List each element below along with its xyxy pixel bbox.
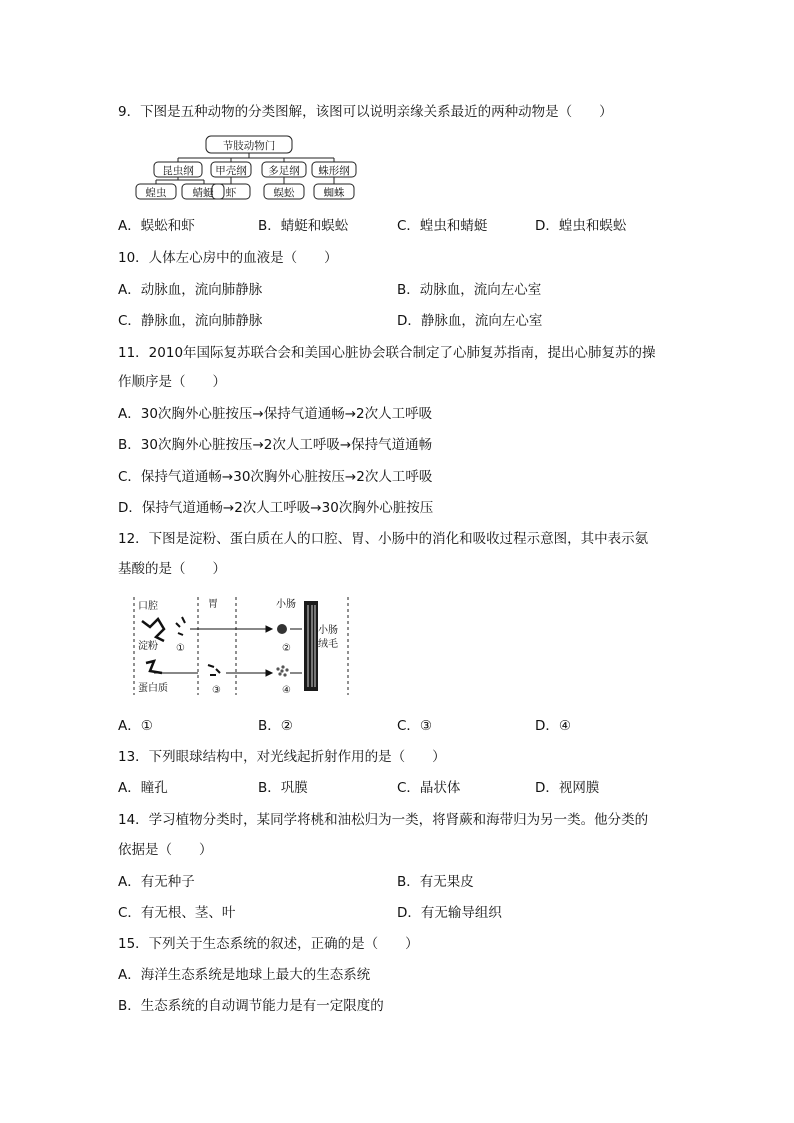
q13-stem: 13．下列眼球结构中，对光线起折射作用的是（ ） <box>118 749 446 765</box>
q13-option-c[interactable]: C．晶状体 <box>397 780 461 796</box>
q14-option-d[interactable]: D．有无输导组织 <box>397 905 502 921</box>
tree-species-label: 蜈蚣 <box>273 187 295 199</box>
q14-stem-line1: 14．学习植物分类时，某同学将桃和油松归为一类，将肾蕨和海带归为另一类。他分类的 <box>118 812 649 828</box>
q14-option-a[interactable]: A．有无种子 <box>118 874 195 890</box>
q11-option-a[interactable]: A．30次胸外心脏按压→保持气道通畅→2次人工呼吸 <box>118 406 433 422</box>
q9-option-d[interactable]: D．蝗虫和蜈蚣 <box>535 218 627 234</box>
marker-2: ② <box>282 643 291 654</box>
q12-option-d[interactable]: D．④ <box>535 718 571 734</box>
tree-species-label: 虾 <box>225 187 237 199</box>
q15-stem: 15．下列关于生态系统的叙述，正确的是（ ） <box>118 936 419 952</box>
q12-option-b[interactable]: B．② <box>258 718 293 734</box>
protein-label: 蛋白质 <box>138 683 168 694</box>
q15-option-a[interactable]: A．海洋生态系统是地球上最大的生态系统 <box>118 967 371 983</box>
marker-1: ① <box>176 643 185 654</box>
tree-class-label: 昆虫纲 <box>162 165 194 177</box>
q10-stem: 10．人体左心房中的血液是（ ） <box>118 250 338 266</box>
q14-stem-line2: 依据是（ ） <box>118 842 213 858</box>
tree-class-label: 甲壳纲 <box>215 165 247 177</box>
villus-label-2: 绒毛 <box>318 639 338 650</box>
tree-species-label: 蝗虫 <box>145 187 167 199</box>
q9-option-c[interactable]: C．蝗虫和蜻蜓 <box>397 218 488 234</box>
q10-option-a[interactable]: A．动脉血，流向肺静脉 <box>118 282 263 298</box>
q9-option-a[interactable]: A．蜈蚣和虾 <box>118 218 195 234</box>
villus-label-1: 小肠 <box>318 625 338 636</box>
tree-root-label: 节肢动物门 <box>222 140 276 152</box>
q11-stem-line2: 作顺序是（ ） <box>118 374 226 390</box>
q11-option-b[interactable]: B．30次胸外心脏按压→2次人工呼吸→保持气道通畅 <box>118 437 433 453</box>
q13-option-a[interactable]: A．瞳孔 <box>118 780 168 796</box>
q14-option-c[interactable]: C．有无根、茎、叶 <box>118 905 236 921</box>
stomach-label: 胃 <box>208 599 218 610</box>
starch-label: 淀粉 <box>138 641 158 652</box>
q9-stem: 9．下图是五种动物的分类图解，该图可以说明亲缘关系最近的两种动物是（ ） <box>118 104 613 120</box>
q12-stem-line1: 12．下图是淀粉、蛋白质在人的口腔、胃、小肠中的消化和吸收过程示意图，其中表示氨 <box>118 531 649 547</box>
q12-digestion-diagram <box>126 595 356 699</box>
q11-stem-line1: 11．2010年国际复苏联合会和美国心脏协会联合制定了心肺复苏指南，提出心肺复苏的操 <box>118 345 656 361</box>
q9-option-b[interactable]: B．蜻蜓和蜈蚣 <box>258 218 349 234</box>
mouth-label: 口腔 <box>138 601 158 612</box>
marker-3: ③ <box>212 685 221 696</box>
tree-species-label: 蜘蛛 <box>323 187 345 199</box>
q10-option-b[interactable]: B．动脉血，流向左心室 <box>397 282 542 298</box>
tree-class-label: 多足纲 <box>268 165 300 177</box>
tree-class-label: 蛛形纲 <box>318 165 350 177</box>
q15-option-b[interactable]: B．生态系统的自动调节能力是有一定限度的 <box>118 998 384 1014</box>
q10-option-d[interactable]: D．静脉血，流向左心室 <box>397 313 543 329</box>
q12-option-c[interactable]: C．③ <box>397 718 433 734</box>
q9-classification-diagram <box>134 134 364 202</box>
q12-stem-line2: 基酸的是（ ） <box>118 561 226 577</box>
tree-species-label: 蜻蜓 <box>192 187 214 199</box>
q13-option-d[interactable]: D．视网膜 <box>535 780 600 796</box>
intestine-label: 小肠 <box>276 599 296 610</box>
q14-option-b[interactable]: B．有无果皮 <box>397 874 474 890</box>
q12-option-a[interactable]: A．① <box>118 718 153 734</box>
q11-option-c[interactable]: C．保持气道通畅→30次胸外心脏按压→2次人工呼吸 <box>118 469 433 485</box>
marker-4: ④ <box>282 685 291 696</box>
q10-option-c[interactable]: C．静脉血，流向肺静脉 <box>118 313 263 329</box>
q13-option-b[interactable]: B．巩膜 <box>258 780 308 796</box>
q11-option-d[interactable]: D．保持气道通畅→2次人工呼吸→30次胸外心脏按压 <box>118 500 434 516</box>
